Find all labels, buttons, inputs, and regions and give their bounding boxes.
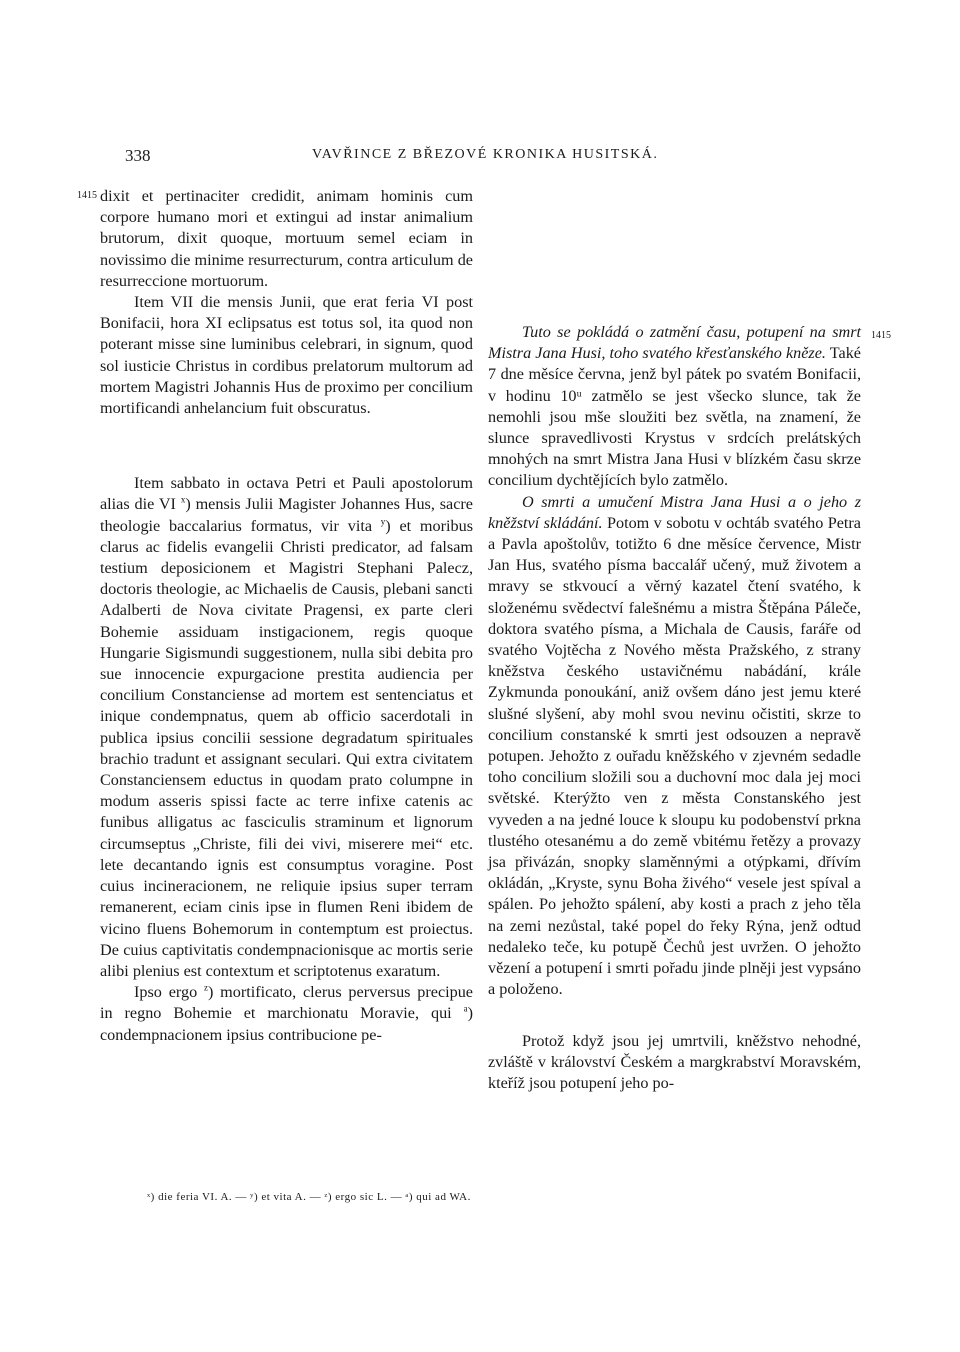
footnote-marker-x: x: [180, 495, 186, 506]
margin-year-right: 1415: [871, 330, 891, 341]
latin-p3-text-c: ) et moribus clarus ac fidelis evangelii Christi predicator, ad falsam testium deposicionem et Magistri Stephani Palecz, doctoris theologie, ac Michaelis de Causis, plebani sancti Adalberti de Nova civitate Pragensi, ex parte cleri Bohemie assiduam instigacionem, regis quoque Hungarie Sigismundi suggestionem, nulla sibi debita pro sue innocencie expurgacione prestita audiencia per concilium Constanciense ad mortem est sentenciatus et inique condempnatus, quem ab officio sacerdotali in publica ipsius concilii sessione degradatum spirituales brachio tradunt et assignant seculari. Qui extra civitatem Constanciensem eductus in quodam prato columpne in modum asseris spissi facte ac terre infixe catenis ac funibus alligatus ac fasciculis straminum et lignorum circumseptus „Christe, fili dei vivi, miserere mei“ etc. lete decantando ignis est consumptus voragine. Post cuius incineracionem, ne reliquie ipsius super terram remanerent, eciam cinis ipse in flumen Reni ibidem de vicino fluens Bohemorum in contemptum est proiectus. De cuius captivitatis condempnacionisque ac mortis serie alibi plenius est contextum et scriptotenus exaratum.: [100, 516, 473, 980]
page-number: 338: [125, 146, 151, 165]
footnote-marker-y: y: [380, 516, 386, 527]
czech-paragraph-2: [488, 492, 861, 1001]
czech-p2-text: Potom v sobotu v ochtáb svatého Petra a Pavla apoštolův, totižto 6 dne měsíce července, Mistr Jan Hus, svatého písma baccalář učený, muž životem a mravy se stkvoucí a věrný kazatel čtení svatého, k složenému svědectví falešnému a mistra Štěpána Páleče, doktora svatého písma, a Michala de Causis, faráře od svatého Vojtěcha z Nového města Pražského, z strany kněžstva českého ustavičnému nabádání, krále Zykmunda ponoukání, aniž ovšem dáno jest jemu které slušné slyšení, aby mohl svou nevinu očistiti, skrze to concilium constanské k smrti jest odsouzen a nepravě potupen. Jehožto z ouřadu kněžského v zjevném sedadle toho concilium složili sou a duchovní moc dala jej moci světské. Kterýžto ven z města Constanského jest vyveden a na jedné louce k sloupu ku podobenství prkna tlustého otesanému a do země vbitému řetězy a provazy jsa přivázán, snopky slaměnnými a otýpkami, dřívím okládán, „Kryste, synu Boha živého“ vesele jest spíval a spálen. Po jehožto spálení, aby kosti a prach z jeho těla na zemi nezůstal, také popel do řeky Rýna, jenž odtud nedaleko teče, ku potupě Čechů jest uvržen. O jehožto vězení a potupení i smrti pořadu jinde plněji jest vypsáno a položeno.: [488, 513, 861, 999]
czech-paragraph-1: [488, 322, 861, 492]
czech-side-note-1: Tuto se pokládá o zatmění času, potupení na smrt Mistra Jana Husi, toho svatého křesťanského kněze.: [488, 323, 861, 363]
latin-p4-text-c: ) condempnacionem ipsius contribucione pe-: [100, 1004, 473, 1044]
czech-side-note-2: O smrti a umučení Mistra Jana Husi a o jeho z kněžství skládání.: [488, 492, 861, 532]
czech-p1-text: Také 7 dne měsíce června, jenž byl pátek po svatém Bonifacii, v hodinu 10ᵘ zatmělo se jest všecko slunce, tak že nemohli jsou mše sloužiti bez světla, na znamení, že slunce spravedlivosti Krystus v srdcích prelátských mnohých na smrt Mistra Jana Husi v blízkém času skrze concilium dychtějících bylo zatmělo.: [488, 344, 861, 490]
latin-p4-text-b: ) mortificato, clerus perversus precipue in regno Bohemie et marchionatu Moravie, qui: [100, 983, 473, 1023]
latin-paragraph-1: dixit et pertinaciter credidit, animam hominis cum corpore humano mori et extingui ad instar animalium brutorum, dixit quoque, mortuum semel eciam in novissimo die minime resurrecturum, contra articulum de resurreccione mortuorum.: [100, 187, 473, 290]
latin-p4-text-a: Ipso ergo: [134, 983, 198, 1002]
latin-p3-text-b: ) mensis Julii Magister Johannes Hus, sacre theologie baccalarius formatus, vir vita: [100, 495, 473, 535]
footnotes: ˣ) die feria VI. A. — ʸ) et vita A. — ᶻ) ergo sic L. — ᵃ) qui ad WA.: [147, 1191, 471, 1203]
latin-column: [100, 186, 473, 1046]
footnote-marker-a: a: [463, 1003, 468, 1014]
latin-paragraph-2: Item VII die mensis Junii, que erat feria VI post Bonifacii, hora XI eclipsatus est totus sol, ita quod non poterant misse sine luminibus celebrari, in signum, quod sol iusticie Christus in cordibus prelatorum multorum ad mortem Magistri Johannis Hus de proximo per concilium mortificandi anhelancium fuit obscuratus.: [100, 293, 473, 418]
running-head: VAVŘINCE Z BŘEZOVÉ KRONIKA HUSITSKÁ.: [312, 147, 659, 162]
latin-paragraph-3: [100, 473, 473, 982]
czech-paragraph-3: Protož když jsou jej umrtvili, kněžstvo nehodné, zvláště v království Českém a margkrabství Moravském, kteříž jsou potupení jeho po-: [488, 1031, 861, 1092]
footnote-marker-z: z: [203, 982, 208, 993]
latin-p3-text-a: Item sabbato in octava Petri et Pauli apostolorum alias die VI: [100, 474, 473, 514]
czech-column: [488, 322, 861, 1094]
latin-paragraph-4: [100, 982, 473, 1046]
margin-year-left: 1415: [77, 190, 97, 201]
